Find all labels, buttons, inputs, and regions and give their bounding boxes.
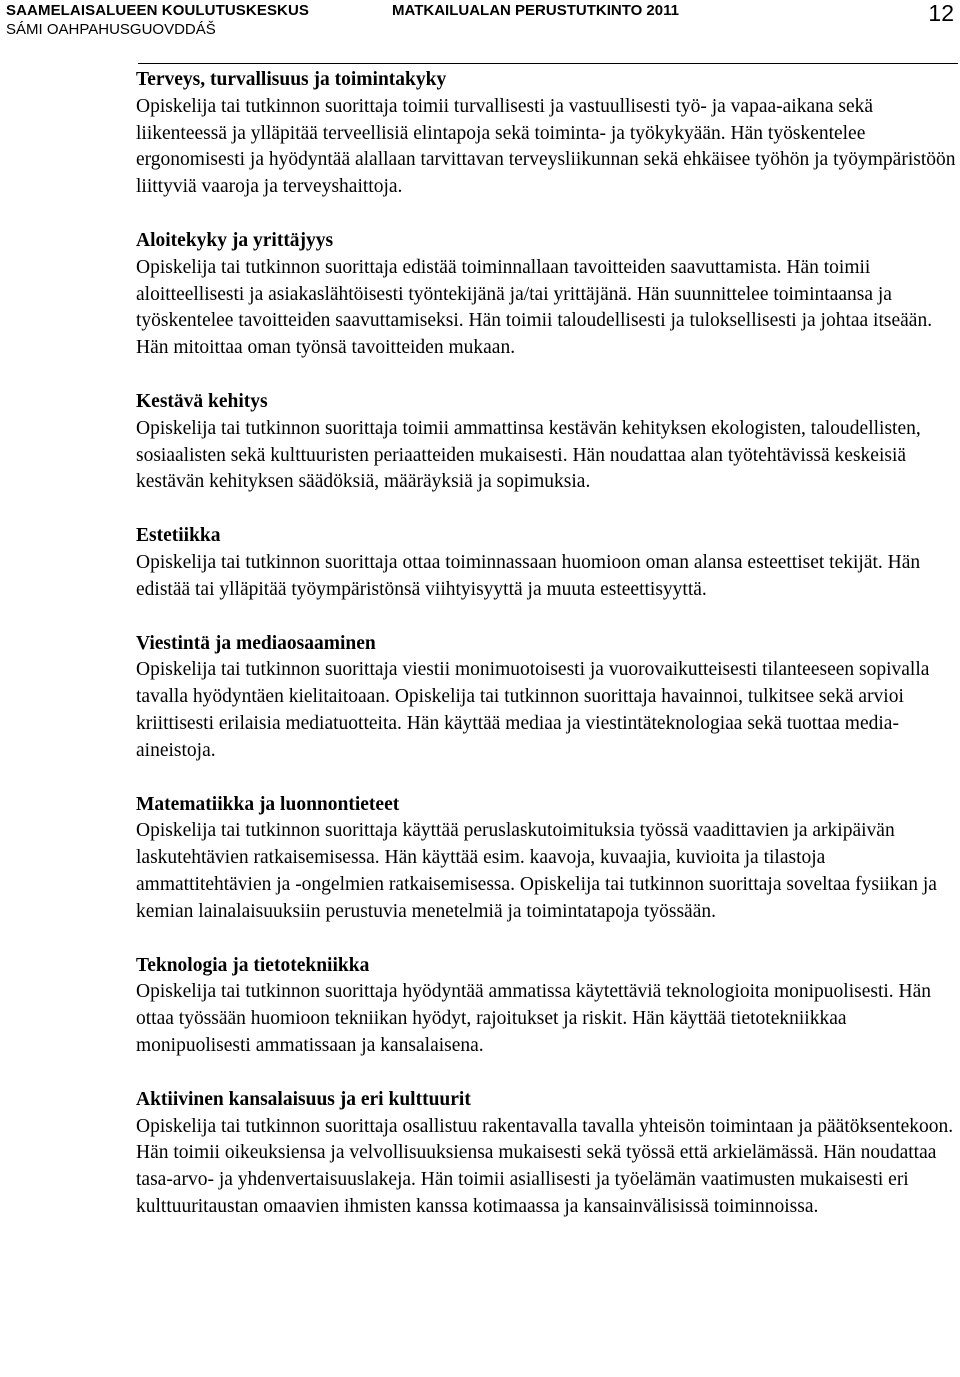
section-terveys-turvallisuus-toimintakyky [136,67,958,201]
section-teknologia-tietotekniikka [136,953,958,1060]
section-text: Opiskelija tai tutkinnon suorittaja osallistuu rakentavalla tavalla yhteisön toimintaan ja päätöksentekoon. Hän toimii oikeuksiensa ja velvollisuuksiensa mukaisesti sekä työssä että arkielämässä. Hän noudattaa tasa-arvo- ja yhdenvertaisuuslakeja. Hän toimii asiallisesti ja työelämän vaatimusten mukaisesti eri kulttuuritaustan omaavien ihmisten kanssa kotimaassa ja kansainvälisissä toiminnoissa. [136,1115,954,1217]
organization-name: SAAMELAISALUEEN KOULUTUSKESKUS [6,2,310,19]
section-kestava-kehitys [136,389,958,496]
section-text: Opiskelija tai tutkinnon suorittaja hyödyntää ammatissa käytettäviä teknologioita monipuolisesti. Hän ottaa työssään huomioon tekniikan hyödyt, rajoitukset ja riskit. Hän käyttää tietotekniikkaa monipuolisesti ammatissaan ja kansalaisena. [136,981,932,1056]
page-number: 12 [928,0,954,26]
section-text: Opiskelija tai tutkinnon suorittaja toimii turvallisesti ja vastuullisesti työ- ja vapaa-aikana sekä liikenteessä ja ylläpitää terveellisiä elintapoja sekä toiminta- ja työkykyään. Hän työskentelee ergonomisesti ja hyödyntää alallaan tarvittavan terveysliikunnan sekä ehkäisee työhön ja työympäristöön liittyviä vaaroja ja terveyshaittoja. [136,95,956,198]
page-header [0,0,960,64]
section-text: Opiskelija tai tutkinnon suorittaja käyttää peruslaskutoimituksia työssä vaadittavien ja arkipäivän laskutehtävien ratkaisemisessa. Hän käyttää esim. kaavoja, kuvaajia, kuvioita ja tilastoja ammattitehtävien ja -ongelmien ratkaisemisessa. Opiskelija tai tutkinnon suorittaja soveltaa fysiikan ja kemian lainalaisuuksiin perustuvia menetelmiä ja toimintatapoja työssään. [136,820,937,922]
section-heading: Terveys, turvallisuus ja toimintakyky [136,69,447,90]
section-aktiivinen-kansalaisuus-kulttuurit [136,1087,958,1221]
section-estetiikka [136,523,958,603]
header-divider [138,63,958,64]
section-heading: Viestintä ja mediaosaaminen [136,632,376,654]
section-heading: Estetiikka [136,525,221,547]
document-title: MATKAILUALAN PERUSTUTKINTO 2011 [392,2,679,19]
organization-name-sami: SÁMI OAHPAHUSGUOVDDÁŠ [6,21,216,38]
section-text: Opiskelija tai tutkinnon suorittaja edistää toiminnallaan tavoitteiden saavuttamista. Hän toimii aloitteellisesti ja asiakaslähtöisesti työntekijänä ja/tai yrittäjänä. Hän suunnittelee toimintaansa ja työskentelee tavoitteiden saavuttamiseksi. Hän toimii taloudellisesti ja tuloksellisesti ja johtaa itseään. Hän mitoittaa oman työnsä tavoitteiden mukaan. [136,256,933,359]
section-heading: Aloitekyky ja yrittäjyys [136,229,334,251]
section-heading: Teknologia ja tietotekniikka [136,954,370,976]
section-aloitekyky-yrittajyys [136,228,958,362]
section-viestinta-mediaosaaminen [136,631,958,765]
document-body [136,67,958,1248]
section-text: Opiskelija tai tutkinnon suorittaja toimii ammattinsa kestävän kehityksen ekologisten, taloudellisten, sosiaalisten sekä kulttuuristen periaatteiden mukaisesti. Hän noudattaa alan työtehtävissä keskeisiä kestävän kehityksen säädöksiä, määräyksiä ja sopimuksia. [136,417,921,493]
section-text: Opiskelija tai tutkinnon suorittaja ottaa toiminnassaan huomioon oman alansa esteettiset tekijät. Hän edistää tai ylläpitää työympäristönsä viihtyisyyttä ja muuta esteettisyyttä. [136,551,921,600]
section-text: Opiskelija tai tutkinnon suorittaja viestii monimuotoisesti ja vuorovaikutteisesti tilanteeseen sopivalla tavalla hyödyntäen kielitaitoaan. Opiskelija tai tutkinnon suorittaja havainnoi, tulkitsee sekä arvioi kriittisesti erilaisia mediatuotteita. Hän käyttää mediaa ja viestintäteknologiaa sekä tuottaa media-aineistoja. [136,659,930,761]
section-matematiikka-luonnontieteet [136,792,958,926]
section-heading: Kestävä kehitys [136,390,268,412]
section-heading: Matematiikka ja luonnontieteet [136,793,400,815]
section-heading: Aktiivinen kansalaisuus ja eri kulttuurit [136,1088,471,1110]
